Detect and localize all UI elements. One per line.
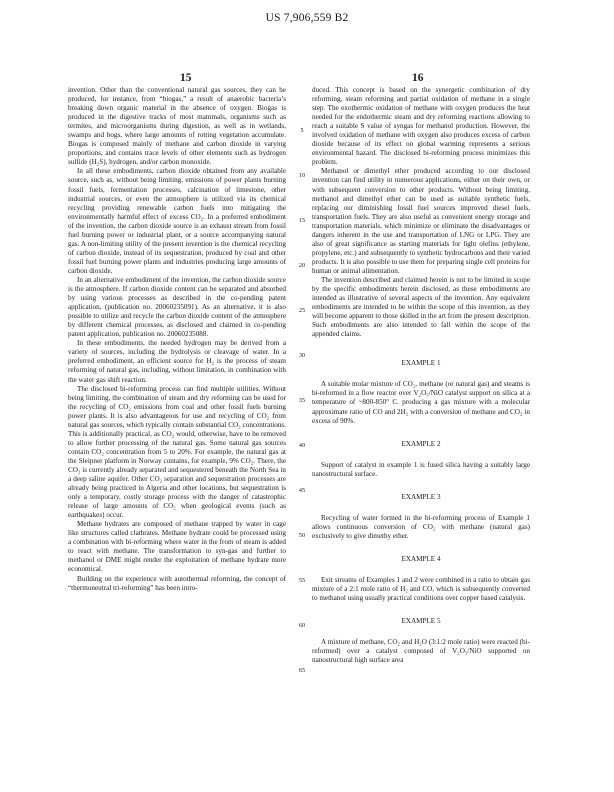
- paragraph: The disclosed bi-reforming process can find multiple utilities. Without being limiting, the combination of steam and dry reforming can be used for the recycling of CO₂ emissions from coal and other fossil fuels burning power plants. It is also advantageous for use and recycling of CO₂ from natural gas sources, which typically contain substantial CO₂ concentrations. This is additionally practical, as CO₂ would, otherwise, have to be removed to allow further processing of the natural gas. Some natural gas sources contain CO₂ concentration from 5 to 20%. For example, the natural gas at the Sleipner platform in Norway contains, for example, 9% CO₂. There, the CO₂ is currently already separated and sequestered beneath the North Sea in a deep saline aquifer. Other CO₂ separation and sequestration processes are already being practiced in Algeria and other locations, but sequestration is only a temporary, costly storage process with the danger of catastrophic release of large amounts of CO₂ when geological events (such as earthquakes) occur.: [68, 384, 286, 520]
- line-number: 40: [298, 442, 306, 449]
- line-number: 35: [298, 397, 306, 404]
- line-number: 25: [298, 307, 306, 314]
- line-number: 50: [298, 532, 306, 539]
- page-number-right: 16: [412, 72, 424, 84]
- line-number: 55: [298, 577, 306, 584]
- paragraph: In an alternative embodiment of the invention, the carbon dioxide source is the atmosphere. If carbon dioxide content can be separated and absorbed by using various processes as described in the co-pending patent application, (publication no. 20060235091). As an alternative, it is also possible to utilize and recycle the carbon dioxide content of the atmosphere by different chemical processes, as disclosed and claimed in co-pending patent application, publication no. 20060235088.: [68, 275, 286, 339]
- example-text: A suitable molar mixture of CO₂, methane (or natural gas) and steams is bi-reformed in a flow reactor over V₂O₅/NiO catalyst support on silica at a temperature of ~800-850° C. producing a gas mixture with a molecular approximate ratio of CO and 2H₂ with a conversion of methane and CO₂ in excess of 90%.: [312, 380, 530, 425]
- example-text: Exit streams of Examples 1 and 2 were combined in a ratio to obtain gas mixture of a 2:1 mole ratio of H₂ and CO, which is subsequently converted to methanol using usually practical conditions over copper based catalysis.: [312, 575, 530, 603]
- example-heading: EXAMPLE 2: [401, 439, 441, 448]
- right-text-column: [312, 86, 530, 669]
- paragraph: In all these embodiments, carbon dioxide obtained from any available source, such as, without being limiting, emissions of power plants burning fossil fuels, fermentation processes, calcination of limestone, other industrial sources, or even the atmosphere is utilized via its chemical recycling providing renewable carbon fuels into mitigating the environmentally harmful effect of excess CO₂. In a preferred embodiment of the invention, the carbon dioxide source is an exhaust stream from fossil fuel burning power or industrial plant, or a source accompanying natural gas. A non-limiting utility of the present invention is the chemical recycling of carbon dioxide, instead of its sequestration, produced by coal and other fossil fuel burning power plants and industries producing large amounts of carbon dioxide.: [68, 167, 286, 275]
- paragraph: invention. Other than the conventional natural gas sources, they can be produced, for instance, from “biogas,” a result of anaerobic bacteria’s breaking down organic material in the absence of oxygen. Biogas is produced in the digestive tracks of most mammals, organisms such as termites, and microorganisms during digestion, as well as in wetlands, swamps and bogs, where large amounts of rotting vegetation accumulate. Biogas is composed mainly of methane and carbon dioxide in varying proportions, and contains trace levels of other elements such as hydrogen sulfide (H₂S), hydrogen, and/or carbon monoxide.: [68, 86, 286, 167]
- paragraph: Building on the experience with autothermal reforming, the concept of “thermoneutral tri-reforming” has been intro-: [68, 574, 286, 592]
- line-number: 5: [300, 127, 304, 134]
- line-number: 10: [298, 172, 306, 179]
- line-number: 30: [298, 352, 306, 359]
- line-number: 15: [298, 217, 306, 224]
- paragraph: The invention described and claimed herein is not to be limited in scope by the specific embodiments herein disclosed, as these embodiments are intended as illustrative of several aspects of the invention. Any equivalent embodiments are intended to be within the scope of this invention, as they will become apparent to those skilled in the art from the present description. Such embodiments are also intended to fall within the scope of the appended claims.: [312, 275, 530, 339]
- example-text: Recycling of water formed in the bi-reforming process of Example 1 allows continuous conversion of CO₂ with methane (natural gas) exclusively to give dimethy ether.: [312, 513, 530, 540]
- line-number: 60: [298, 622, 306, 629]
- line-number: 45: [298, 487, 306, 494]
- left-text-column: [68, 86, 286, 593]
- paragraph: duced. This concept is based on the synergetic combination of dry reforming, steam reforming and partial oxidation of methane in a single step. The exothermic oxidation of methane with oxygen produces the heat needed for the endothermic steam and dry reforming reactions allowing to reach a suitable S value of syngas for methanol production. However, the involved oxidation of methane with oxygen also produces excess of carbon dioxide because of its effect on global warming represents a serious environmental hazard. The disclosed bi-reforming process minimizes this problem.: [312, 86, 530, 167]
- line-number: 65: [298, 667, 306, 674]
- patent-number: US 7,906,559 B2: [265, 12, 349, 24]
- page-number-left: 15: [180, 72, 192, 84]
- example-text: A mixture of methane, CO₂ and H₂O (3:1:2 mole ratio) were reacted (bi-reformed) over a catalyst composed of V₂O₅/NiO supported on nanostructural high surface area: [312, 638, 530, 665]
- paragraph: In these embodiments, the needed hydrogen may be derived from a variety of sources, including the hydrolysis or cleavage of water. In a preferred embodiment, an efficient source for H₂ is the process of steam reforming of natural gas, including, without limitation, in combination with the water gas shift reaction.: [68, 339, 286, 384]
- example-heading: EXAMPLE 4: [401, 554, 441, 563]
- paragraph: Methane hydrates are composed of methane trapped by water in cage like structures called clathrates. Methane hydrate could be processed using a combination with bi-reforming where water in the from of steam is added to react with methane. The transformation to syn-gas and further to methanol or DME might render the exploitation of methane hydrate more economical.: [68, 520, 286, 574]
- example-heading: EXAMPLE 3: [401, 492, 441, 501]
- line-number: 20: [298, 262, 306, 269]
- paragraph: Methanol or dimethyl ether produced according to our disclosed invention can find utility in numerous applications, either on their own, or with subsequent conversion to other products. Without being limiting, methanol and dimethyl ether can be used as suitable synthetic fuels, replacing our diminishing fossil fuel sources improved diesel fuels, transportation fuels. They are also useful as convenient energy storage and transportation materials, which minimize or eliminate the disadvantages or dangers inherent in the use and transportation of LNG or LPG. They are also of great significance as starting materials for light olefins (ethylene, propylene, etc.) and subsequently to synthetic hydrocarbons and their varied products. It is also possible to use them for preparing single cell proteins for human or animal alimentation.: [312, 167, 530, 275]
- example-heading: EXAMPLE 5: [401, 617, 441, 626]
- example-text: Support of catalyst in example 1 is fused silica having a suitably large nanostructural surface.: [312, 460, 530, 478]
- example-heading: EXAMPLE 1: [401, 359, 441, 368]
